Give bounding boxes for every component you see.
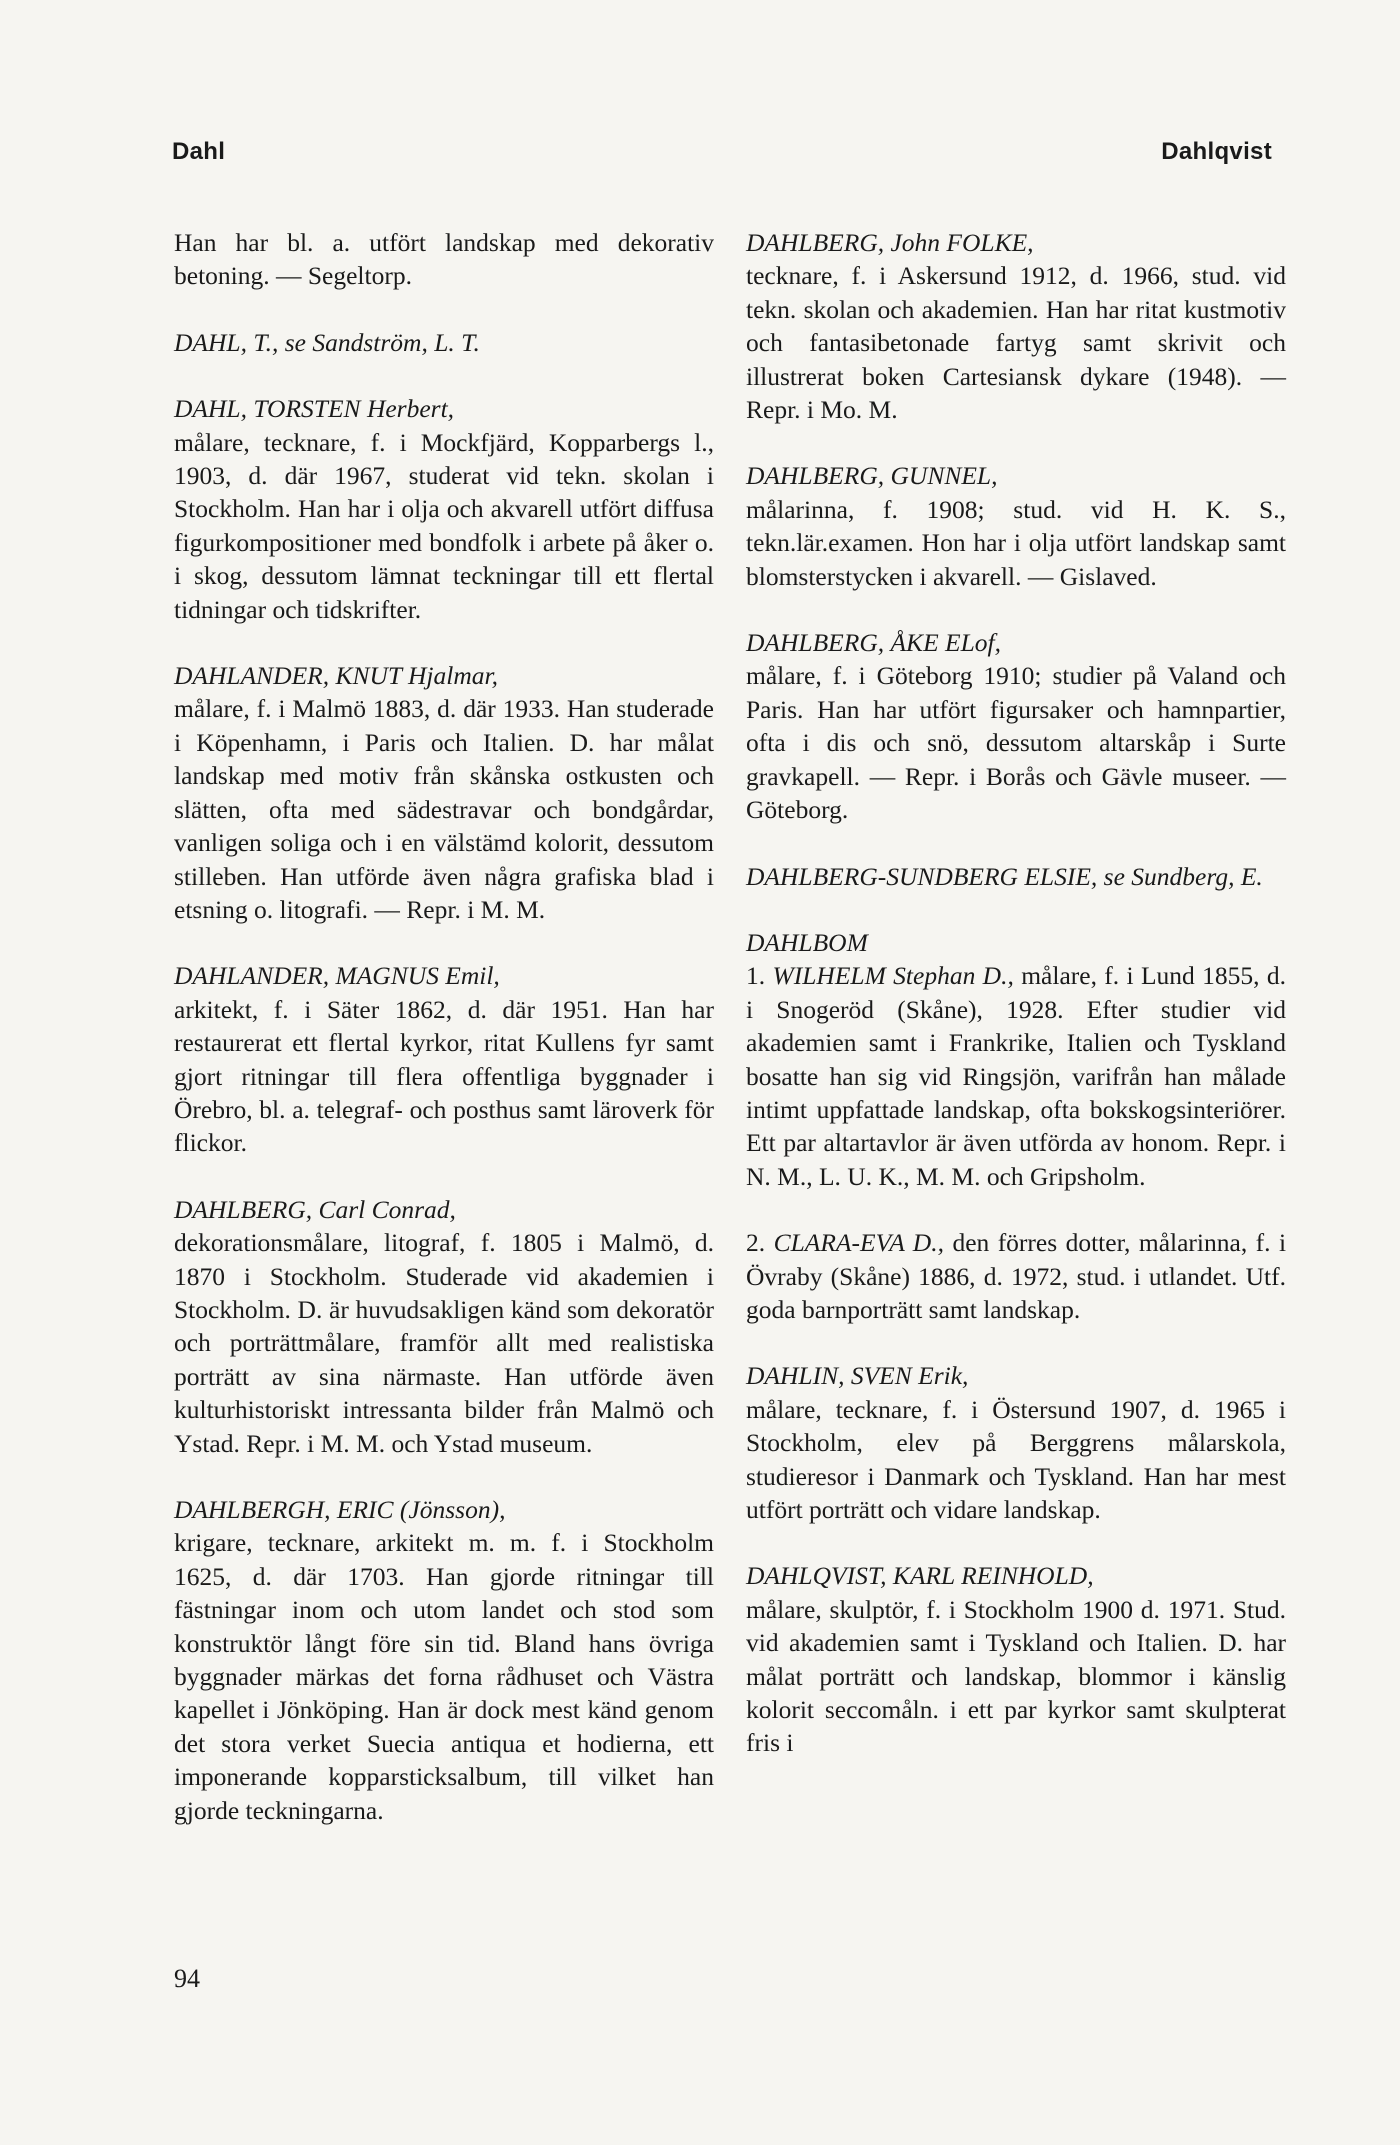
entry-dahl-torsten <box>174 392 714 626</box>
page-number: 94 <box>174 1964 200 1993</box>
entry-head: DAHLBERG, GUNNEL, <box>746 461 998 491</box>
entry-head: DAHL, T., se Sandström, L. T. <box>174 327 480 357</box>
running-head-left: Dahl <box>172 138 226 165</box>
entry-dahlberg-gunnel <box>746 459 1286 593</box>
entry-dahlqvist-karl <box>746 1559 1286 1759</box>
left-column <box>174 226 714 1860</box>
entry-head: DAHLQVIST, KARL REINHOLD, <box>746 1561 1094 1591</box>
right-column <box>746 226 1286 1793</box>
entry-dahlberg-ake <box>746 626 1286 826</box>
running-head-right: Dahlqvist <box>1161 138 1272 165</box>
entry-continuation <box>174 226 714 293</box>
entry-body: målare, f. i Göteborg 1910; studier på Valand och Paris. Han har utfört figursaker och hamnpartier, ofta i dis och snö, dessutom altarskåp i Surte gravkapell. — Repr. i Borås och Gävle museer. — Göteborg. <box>746 661 1286 825</box>
sub-entry-number: 2. <box>746 1228 766 1258</box>
entry-dahlander-magnus <box>174 959 714 1159</box>
entry-head: DAHLBERG, John FOLKE, <box>746 228 1034 257</box>
entry-head: DAHLBERGH, ERIC (Jönsson), <box>174 1495 506 1524</box>
entry-head: DAHLBOM <box>746 927 868 957</box>
entry-head: DAHLANDER, MAGNUS Emil, <box>174 961 500 991</box>
entry-body: målare, tecknare, f. i Mockfjärd, Kopparbergs l., 1903, d. där 1967, studerat vid tekn. skolan i Stockholm. Han har i olja och akvarell utfört diffusa figurkompositioner med bondfolk i arbete på åker o. i skog, dessutom lämnat teckningar till ett flertal tidningar och tidskrifter. <box>174 427 714 624</box>
entry-head: DAHLBERG, Carl Conrad, <box>174 1194 456 1224</box>
entry-body: målarinna, f. 1908; stud. vid H. K. S., tekn.lär.examen. Hon har i olja utfört landskap samt blomsterstycken i akvarell. — Gislaved. <box>746 494 1286 591</box>
entry-dahlbergh-eric <box>174 1493 714 1827</box>
entry-head: DAHLIN, SVEN Erik, <box>746 1361 969 1391</box>
entry-dahl-t <box>174 326 714 359</box>
entry-body: målare, skulptör, f. i Stockholm 1900 d. 1971. Stud. vid akademien samt i Tyskland och Italien. D. har målat porträtt och landskap, blommor i känslig kolorit seccomåln. i ett par kyrkor samt skulpterat fris i <box>746 1594 1286 1758</box>
entry-dahlberg-carl <box>174 1193 714 1460</box>
entry-head: DAHLBERG, ÅKE ELof, <box>746 628 1001 658</box>
entry-dahlbom-wilhelm <box>746 926 1286 1193</box>
entry-body: den förres dotter, målarinna, f. i Övraby (Skåne) 1886, d. 1972, stud. i utlandet. Utf. goda barnporträtt samt landskap. <box>746 1228 1287 1324</box>
sub-entry-number: 1. <box>746 961 766 991</box>
entry-body: Han har bl. a. utfört landskap med dekorativ betoning. — Segeltorp. <box>174 228 714 291</box>
entry-body: målare, f. i Lund 1855, d. i Snogeröd (Skåne), 1928. Efter studier vid akademien samt i Frankrike, Italien och Tyskland bosatte han sig vid Ringsjön, varifrån han målade intimt uppfattade landskap, ofta bokskogsinteriörer. Ett par altartavlor är även utförda av honom. Repr. i N. M., L. U. K., M. M. och Gripsholm. <box>746 961 1286 1191</box>
entry-head: DAHLBERG-SUNDBERG ELSIE, se Sundberg, E. <box>746 861 1263 891</box>
sub-entry-head: WILHELM Stephan D., <box>772 961 1014 991</box>
entry-dahlbom-clara-eva <box>746 1226 1286 1326</box>
entry-head: DAHLANDER, KNUT Hjalmar, <box>174 661 498 691</box>
entry-dahlberg-sundberg <box>746 860 1286 893</box>
entry-body: dekorationsmålare, litograf, f. 1805 i Malmö, d. 1870 i Stockholm. Studerade vid akademien i Stockholm. D. är huvudsakligen känd som dekoratör och porträttmålare, framför allt med realistiska porträtt av sina närmaste. Han utförde även kulturhistoriskt intressanta bilder från Malmö och Ystad. Repr. i M. M. och Ystad museum. <box>174 1228 714 1458</box>
sub-entry-head: CLARA-EVA D., <box>773 1228 944 1258</box>
entry-dahlander-knut <box>174 659 714 926</box>
entry-body: krigare, tecknare, arkitekt m. m. f. i Stockholm 1625, d. där 1703. Han gjorde ritningar till fästningar inom och utom landet och stod som konstruktör långt före sin tid. Bland hans övriga byggnader märkas det forna rådhuset och Västra kapellet i Jönköping. Han är dock mest känd genom det stora verket Suecia antiqua et hodierna, ett imponerande kopparsticksalbum, till vilket han gjorde teckningarna. <box>174 1528 714 1825</box>
entry-body: tecknare, f. i Askersund 1912, d. 1966, stud. vid tekn. skolan och akademien. Han har ritat kustmotiv och fantasibetonade fartyg samt skrivit och illustrerat boken Cartesiansk dykare (1948). — Repr. i Mo. M. <box>746 261 1286 425</box>
entry-dahlberg-folke <box>746 226 1286 426</box>
entry-body: arkitekt, f. i Säter 1862, d. där 1951. Han har restaurerat ett flertal kyrkor, ritat Kullens fyr samt gjort ritningar till flera offentliga byggnader i Örebro, bl. a. telegraf- och posthus samt läroverk för flickor. <box>174 994 714 1158</box>
entry-dahlin-sven <box>746 1359 1286 1526</box>
entry-body: målare, f. i Malmö 1883, d. där 1933. Han studerade i Köpenhamn, i Paris och Italien. D. har målat landskap med motiv från skånska ostkusten och slätten, ofta med sädestravar och bondgårdar, vanligen soliga och i en välstämd kolorit, dessutom stilleben. Han utförde även några grafiska blad i etsning o. litografi. — Repr. i M. M. <box>174 694 714 924</box>
entry-head: DAHL, TORSTEN Herbert, <box>174 394 455 424</box>
entry-body: målare, tecknare, f. i Östersund 1907, d. 1965 i Stockholm, elev på Berggrens målarskola, studieresor i Danmark och Tyskland. Han har mest utfört porträtt och vidare landskap. <box>746 1394 1286 1524</box>
